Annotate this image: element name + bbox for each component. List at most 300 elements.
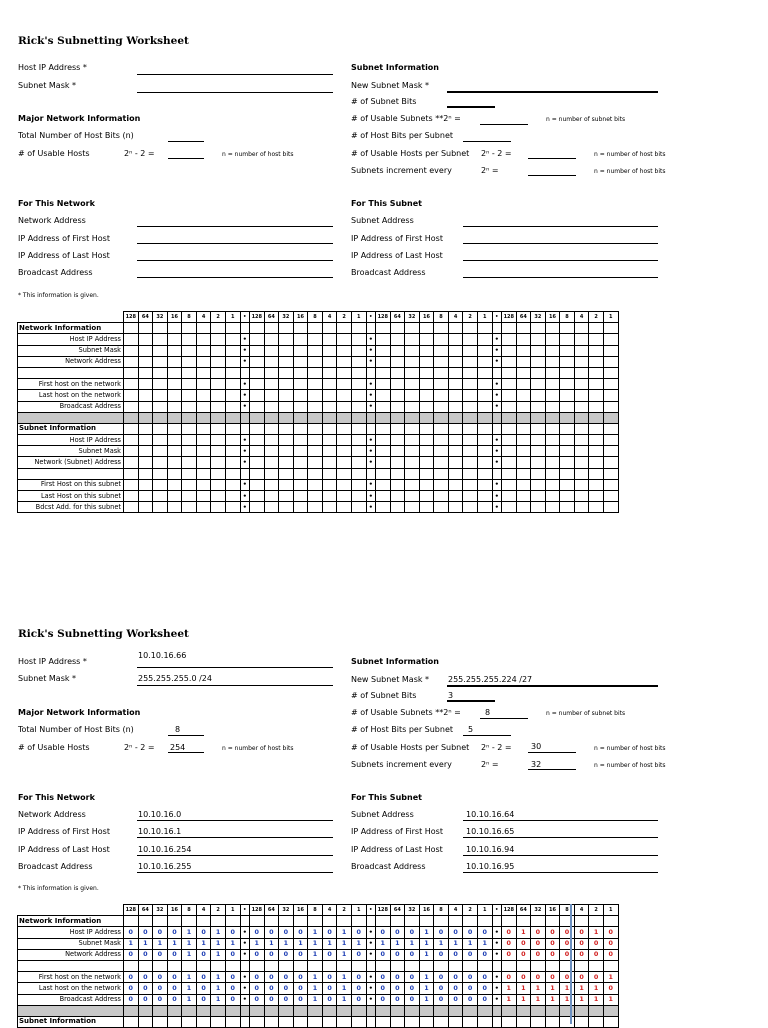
bit-cell[interactable]: 1 <box>211 927 226 938</box>
bit-cell[interactable]: 0 <box>225 949 240 960</box>
bit-cell[interactable]: 0 <box>250 983 265 994</box>
bit-cell[interactable] <box>250 479 265 490</box>
bit-cell[interactable] <box>293 345 308 356</box>
bit-cell[interactable]: 0 <box>434 972 449 983</box>
bit-cell[interactable] <box>225 379 240 390</box>
bit-cell[interactable] <box>293 379 308 390</box>
bit-cell[interactable]: 1 <box>545 994 560 1005</box>
bit-cell[interactable] <box>477 379 492 390</box>
bit-cell[interactable]: 0 <box>250 927 265 938</box>
bit-cell[interactable]: 0 <box>167 927 182 938</box>
bit-cell[interactable]: 1 <box>211 994 226 1005</box>
bit-cell[interactable]: 1 <box>167 938 182 949</box>
bit-cell[interactable]: 0 <box>138 983 153 994</box>
bit-cell[interactable] <box>124 390 139 401</box>
bit-cell[interactable] <box>589 356 604 367</box>
bit-cell[interactable] <box>211 435 226 446</box>
bit-cell[interactable]: 1 <box>308 949 323 960</box>
bit-cell[interactable]: 1 <box>279 938 294 949</box>
bit-cell[interactable]: 1 <box>124 938 139 949</box>
bit-cell[interactable]: 0 <box>589 938 604 949</box>
bit-cell[interactable]: 0 <box>603 983 618 994</box>
bit-cell[interactable] <box>264 390 279 401</box>
bit-cell[interactable]: 1 <box>502 983 517 994</box>
bit-cell[interactable] <box>405 491 420 502</box>
bit-cell[interactable] <box>516 446 531 457</box>
bit-cell[interactable]: 0 <box>153 983 168 994</box>
bit-cell[interactable] <box>390 345 405 356</box>
bit-cell[interactable]: 0 <box>322 972 337 983</box>
bit-cell[interactable] <box>603 479 618 490</box>
bit-cell[interactable] <box>308 334 323 345</box>
bit-cell[interactable] <box>138 356 153 367</box>
bit-cell[interactable] <box>419 390 434 401</box>
bit-cell[interactable] <box>376 479 391 490</box>
bit-cell[interactable]: 0 <box>124 949 139 960</box>
bit-cell[interactable] <box>390 457 405 468</box>
network-address-value[interactable]: 10.10.16.0 <box>138 810 182 819</box>
bit-cell[interactable] <box>448 401 463 412</box>
bit-cell[interactable]: 0 <box>153 949 168 960</box>
bit-cell[interactable] <box>531 401 546 412</box>
usable-subnets-field[interactable] <box>480 124 528 125</box>
bit-cell[interactable] <box>477 345 492 356</box>
bit-cell[interactable] <box>390 446 405 457</box>
bit-cell[interactable] <box>225 390 240 401</box>
bit-cell[interactable] <box>448 334 463 345</box>
bit-cell[interactable] <box>196 446 211 457</box>
bit-cell[interactable] <box>589 479 604 490</box>
bit-cell[interactable]: 0 <box>293 983 308 994</box>
bit-cell[interactable] <box>516 390 531 401</box>
bit-cell[interactable]: 0 <box>138 994 153 1005</box>
bit-cell[interactable] <box>264 379 279 390</box>
bit-cell[interactable] <box>531 345 546 356</box>
bit-cell[interactable] <box>351 334 366 345</box>
bit-cell[interactable] <box>225 457 240 468</box>
bit-cell[interactable]: 1 <box>308 972 323 983</box>
last-host-field[interactable] <box>137 260 333 261</box>
new-subnet-mask-field[interactable] <box>447 91 658 93</box>
bit-cell[interactable]: 1 <box>545 983 560 994</box>
bit-cell[interactable] <box>463 446 478 457</box>
bit-cell[interactable] <box>531 435 546 446</box>
bit-cell[interactable] <box>337 356 352 367</box>
total-host-bits-field[interactable] <box>168 141 204 142</box>
bit-cell[interactable] <box>434 390 449 401</box>
bit-cell[interactable] <box>250 390 265 401</box>
bit-cell[interactable] <box>603 435 618 446</box>
bit-cell[interactable]: 1 <box>516 983 531 994</box>
bit-cell[interactable] <box>322 491 337 502</box>
bit-cell[interactable] <box>390 479 405 490</box>
bit-cell[interactable] <box>250 345 265 356</box>
bit-cell[interactable] <box>390 502 405 513</box>
new-subnet-mask-value[interactable]: 255.255.255.224 /27 <box>448 675 533 684</box>
bit-cell[interactable]: 0 <box>560 938 575 949</box>
subnet-bits-field[interactable] <box>447 106 495 108</box>
bit-cell[interactable] <box>167 390 182 401</box>
bit-cell[interactable] <box>448 479 463 490</box>
bit-cell[interactable]: 0 <box>603 949 618 960</box>
bit-cell[interactable] <box>196 491 211 502</box>
bit-cell[interactable] <box>603 390 618 401</box>
bit-cell[interactable] <box>560 379 575 390</box>
bit-cell[interactable] <box>589 390 604 401</box>
bit-cell[interactable] <box>138 334 153 345</box>
bit-cell[interactable] <box>153 390 168 401</box>
bit-cell[interactable]: 0 <box>405 927 420 938</box>
bit-cell[interactable] <box>250 435 265 446</box>
bit-cell[interactable] <box>225 446 240 457</box>
bit-cell[interactable] <box>477 457 492 468</box>
bit-cell[interactable]: 0 <box>279 972 294 983</box>
bit-cell[interactable]: 1 <box>531 994 546 1005</box>
bit-cell[interactable] <box>589 491 604 502</box>
bit-cell[interactable] <box>124 479 139 490</box>
bit-cell[interactable] <box>560 345 575 356</box>
bit-cell[interactable] <box>419 334 434 345</box>
bit-cell[interactable]: 1 <box>376 938 391 949</box>
bit-cell[interactable] <box>153 379 168 390</box>
bit-cell[interactable]: 0 <box>516 972 531 983</box>
bit-cell[interactable] <box>264 334 279 345</box>
bit-cell[interactable] <box>405 435 420 446</box>
bit-cell[interactable]: 0 <box>603 938 618 949</box>
bit-cell[interactable]: 0 <box>167 972 182 983</box>
bit-cell[interactable] <box>293 435 308 446</box>
bit-cell[interactable] <box>225 401 240 412</box>
bit-cell[interactable] <box>463 390 478 401</box>
bit-cell[interactable] <box>405 446 420 457</box>
bit-cell[interactable] <box>322 390 337 401</box>
bit-cell[interactable]: 0 <box>560 949 575 960</box>
bit-cell[interactable]: 1 <box>477 938 492 949</box>
bit-cell[interactable] <box>124 435 139 446</box>
bit-cell[interactable] <box>545 491 560 502</box>
bit-cell[interactable] <box>279 479 294 490</box>
bit-cell[interactable] <box>264 435 279 446</box>
bit-cell[interactable] <box>560 502 575 513</box>
bit-cell[interactable] <box>279 457 294 468</box>
bit-cell[interactable] <box>463 379 478 390</box>
bit-cell[interactable]: 1 <box>419 994 434 1005</box>
bit-cell[interactable] <box>211 390 226 401</box>
bit-cell[interactable] <box>167 457 182 468</box>
bit-cell[interactable] <box>250 457 265 468</box>
bit-cell[interactable] <box>225 356 240 367</box>
bit-cell[interactable] <box>264 502 279 513</box>
bit-cell[interactable] <box>502 446 517 457</box>
bit-cell[interactable] <box>153 491 168 502</box>
bit-cell[interactable] <box>589 401 604 412</box>
bit-cell[interactable]: 0 <box>196 972 211 983</box>
bit-cell[interactable] <box>167 479 182 490</box>
bit-cell[interactable] <box>516 356 531 367</box>
bit-cell[interactable] <box>138 401 153 412</box>
bit-cell[interactable]: 1 <box>264 938 279 949</box>
bit-cell[interactable]: 0 <box>196 949 211 960</box>
bit-cell[interactable]: 1 <box>448 938 463 949</box>
bit-cell[interactable]: 0 <box>293 994 308 1005</box>
bit-cell[interactable] <box>448 457 463 468</box>
bit-cell[interactable] <box>153 401 168 412</box>
bit-cell[interactable] <box>351 446 366 457</box>
bit-cell[interactable] <box>434 379 449 390</box>
bit-cell[interactable]: 0 <box>153 972 168 983</box>
bit-cell[interactable]: 0 <box>589 949 604 960</box>
bit-cell[interactable] <box>531 379 546 390</box>
bit-cell[interactable]: 1 <box>516 994 531 1005</box>
bit-cell[interactable]: 0 <box>463 972 478 983</box>
bit-cell[interactable]: 0 <box>477 927 492 938</box>
bit-cell[interactable] <box>351 502 366 513</box>
bit-cell[interactable] <box>308 457 323 468</box>
bit-cell[interactable] <box>477 479 492 490</box>
bit-cell[interactable] <box>448 379 463 390</box>
bit-cell[interactable]: 1 <box>337 927 352 938</box>
bit-cell[interactable] <box>322 502 337 513</box>
bit-cell[interactable]: 0 <box>124 994 139 1005</box>
bit-cell[interactable] <box>574 390 589 401</box>
subnet-address-value[interactable]: 10.10.16.64 <box>466 810 515 819</box>
usable-hosts-per-subnet-value[interactable]: 30 <box>531 742 542 751</box>
bit-cell[interactable] <box>293 356 308 367</box>
bit-cell[interactable] <box>502 356 517 367</box>
bit-cell[interactable] <box>337 379 352 390</box>
bit-cell[interactable]: 0 <box>574 938 589 949</box>
bit-cell[interactable]: 1 <box>502 994 517 1005</box>
bit-cell[interactable]: 0 <box>225 994 240 1005</box>
bit-cell[interactable] <box>603 356 618 367</box>
bit-cell[interactable] <box>390 390 405 401</box>
bit-cell[interactable] <box>138 491 153 502</box>
bit-cell[interactable] <box>279 345 294 356</box>
bit-cell[interactable]: 1 <box>419 949 434 960</box>
bit-cell[interactable]: 0 <box>167 983 182 994</box>
bit-cell[interactable] <box>574 446 589 457</box>
bit-cell[interactable] <box>574 491 589 502</box>
bit-cell[interactable] <box>463 491 478 502</box>
subnets-increment-value[interactable]: 32 <box>531 760 542 769</box>
bit-cell[interactable] <box>477 435 492 446</box>
bit-cell[interactable]: 0 <box>589 972 604 983</box>
bit-cell[interactable] <box>182 401 197 412</box>
bit-cell[interactable]: 0 <box>390 927 405 938</box>
bit-cell[interactable] <box>182 334 197 345</box>
bit-cell[interactable] <box>308 435 323 446</box>
bit-cell[interactable] <box>434 479 449 490</box>
bit-cell[interactable] <box>279 446 294 457</box>
bit-cell[interactable] <box>589 345 604 356</box>
bit-cell[interactable]: 1 <box>337 938 352 949</box>
bit-cell[interactable] <box>419 479 434 490</box>
subnet-first-host-value[interactable]: 10.10.16.65 <box>466 827 515 836</box>
bit-cell[interactable] <box>293 457 308 468</box>
bit-cell[interactable]: 0 <box>153 994 168 1005</box>
bit-cell[interactable] <box>196 334 211 345</box>
bit-cell[interactable] <box>603 345 618 356</box>
bit-cell[interactable] <box>182 446 197 457</box>
bit-cell[interactable] <box>448 345 463 356</box>
bit-cell[interactable] <box>531 479 546 490</box>
subnet-broadcast-value[interactable]: 10.10.16.95 <box>466 862 515 871</box>
bit-cell[interactable] <box>419 379 434 390</box>
bit-cell[interactable] <box>376 502 391 513</box>
bit-cell[interactable]: 0 <box>293 972 308 983</box>
bit-cell[interactable] <box>124 356 139 367</box>
bit-cell[interactable]: 1 <box>293 938 308 949</box>
bit-cell[interactable] <box>448 446 463 457</box>
bit-cell[interactable] <box>293 401 308 412</box>
bit-cell[interactable] <box>167 334 182 345</box>
bit-cell[interactable]: 0 <box>448 983 463 994</box>
bit-cell[interactable] <box>211 401 226 412</box>
bit-cell[interactable] <box>250 356 265 367</box>
bit-cell[interactable] <box>167 435 182 446</box>
bit-cell[interactable] <box>153 345 168 356</box>
bit-cell[interactable] <box>308 479 323 490</box>
bit-cell[interactable]: 0 <box>225 927 240 938</box>
bit-cell[interactable] <box>589 446 604 457</box>
bit-cell[interactable] <box>419 491 434 502</box>
bit-cell[interactable] <box>463 457 478 468</box>
usable-hosts-value[interactable]: 254 <box>170 743 186 752</box>
bit-cell[interactable]: 1 <box>419 938 434 949</box>
bit-cell[interactable] <box>502 435 517 446</box>
bit-cell[interactable]: 0 <box>322 983 337 994</box>
bit-cell[interactable]: 0 <box>351 949 366 960</box>
bit-cell[interactable]: 0 <box>574 927 589 938</box>
bit-cell[interactable]: 1 <box>603 972 618 983</box>
bit-cell[interactable] <box>419 435 434 446</box>
bit-cell[interactable] <box>250 379 265 390</box>
bit-cell[interactable]: 0 <box>545 938 560 949</box>
subnets-increment-field[interactable] <box>528 175 576 176</box>
bit-cell[interactable] <box>153 435 168 446</box>
bit-cell[interactable]: 0 <box>138 972 153 983</box>
bit-cell[interactable]: 1 <box>308 938 323 949</box>
bit-cell[interactable] <box>502 345 517 356</box>
bit-cell[interactable]: 0 <box>502 927 517 938</box>
bit-cell[interactable] <box>434 356 449 367</box>
bit-cell[interactable] <box>322 401 337 412</box>
bit-cell[interactable] <box>250 446 265 457</box>
bit-cell[interactable] <box>390 435 405 446</box>
bit-cell[interactable] <box>603 491 618 502</box>
bit-cell[interactable] <box>211 334 226 345</box>
bit-cell[interactable] <box>264 356 279 367</box>
bit-cell[interactable] <box>376 356 391 367</box>
bit-cell[interactable]: 1 <box>322 938 337 949</box>
bit-cell[interactable] <box>322 435 337 446</box>
bit-cell[interactable]: 0 <box>516 938 531 949</box>
bit-cell[interactable] <box>545 401 560 412</box>
bit-cell[interactable] <box>182 502 197 513</box>
bit-cell[interactable]: 0 <box>434 927 449 938</box>
subnet-first-host-field[interactable] <box>463 243 658 244</box>
subnet-address-field[interactable] <box>463 226 658 227</box>
bit-cell[interactable] <box>405 457 420 468</box>
bit-cell[interactable] <box>308 390 323 401</box>
bit-cell[interactable] <box>448 491 463 502</box>
bit-cell[interactable] <box>603 446 618 457</box>
bit-cell[interactable]: 0 <box>124 983 139 994</box>
bit-cell[interactable] <box>211 379 226 390</box>
bit-cell[interactable] <box>138 345 153 356</box>
bit-cell[interactable]: 0 <box>448 927 463 938</box>
bit-cell[interactable]: 0 <box>279 994 294 1005</box>
bit-cell[interactable]: 0 <box>196 983 211 994</box>
usable-hosts-field[interactable] <box>168 158 204 159</box>
bit-cell[interactable] <box>376 457 391 468</box>
bit-cell[interactable]: 0 <box>434 949 449 960</box>
bit-cell[interactable]: 0 <box>390 972 405 983</box>
bit-cell[interactable]: 0 <box>545 972 560 983</box>
bit-cell[interactable]: 0 <box>124 927 139 938</box>
bit-cell[interactable] <box>463 479 478 490</box>
bit-cell[interactable]: 0 <box>351 994 366 1005</box>
bit-cell[interactable]: 1 <box>308 994 323 1005</box>
bit-cell[interactable] <box>560 457 575 468</box>
subnet-mask-value[interactable]: 255.255.255.0 /24 <box>138 674 212 683</box>
bit-cell[interactable] <box>138 390 153 401</box>
bit-cell[interactable]: 0 <box>138 927 153 938</box>
bit-cell[interactable] <box>182 345 197 356</box>
last-host-value[interactable]: 10.10.16.254 <box>138 845 192 854</box>
bit-cell[interactable]: 1 <box>308 983 323 994</box>
bit-cell[interactable]: 1 <box>560 983 575 994</box>
bit-cell[interactable] <box>434 502 449 513</box>
bit-cell[interactable]: 1 <box>419 927 434 938</box>
bit-cell[interactable] <box>153 479 168 490</box>
bit-cell[interactable] <box>124 502 139 513</box>
bit-cell[interactable]: 0 <box>293 927 308 938</box>
bit-cell[interactable]: 0 <box>124 972 139 983</box>
bit-cell[interactable] <box>337 457 352 468</box>
bit-cell[interactable] <box>351 491 366 502</box>
bit-cell[interactable] <box>560 446 575 457</box>
subnet-last-host-value[interactable]: 10.10.16.94 <box>466 845 515 854</box>
bit-cell[interactable] <box>279 491 294 502</box>
bit-cell[interactable] <box>545 379 560 390</box>
bit-cell[interactable]: 0 <box>293 949 308 960</box>
bit-cell[interactable]: 1 <box>560 994 575 1005</box>
bit-cell[interactable] <box>124 401 139 412</box>
bit-cell[interactable]: 1 <box>211 938 226 949</box>
bit-cell[interactable] <box>196 345 211 356</box>
bit-cell[interactable]: 1 <box>211 972 226 983</box>
bit-cell[interactable] <box>516 457 531 468</box>
bit-cell[interactable] <box>448 502 463 513</box>
bit-cell[interactable] <box>182 479 197 490</box>
bit-cell[interactable] <box>225 502 240 513</box>
bit-cell[interactable]: 0 <box>405 994 420 1005</box>
bit-cell[interactable] <box>531 334 546 345</box>
bit-cell[interactable]: 1 <box>153 938 168 949</box>
bit-cell[interactable] <box>545 479 560 490</box>
bit-cell[interactable] <box>124 334 139 345</box>
bit-cell[interactable] <box>264 457 279 468</box>
bit-cell[interactable] <box>603 379 618 390</box>
bit-cell[interactable] <box>351 457 366 468</box>
bit-cell[interactable] <box>182 435 197 446</box>
bit-cell[interactable] <box>463 334 478 345</box>
bit-cell[interactable] <box>264 345 279 356</box>
subnet-mask-field[interactable] <box>137 92 333 93</box>
bit-cell[interactable] <box>124 446 139 457</box>
bit-cell[interactable] <box>434 491 449 502</box>
